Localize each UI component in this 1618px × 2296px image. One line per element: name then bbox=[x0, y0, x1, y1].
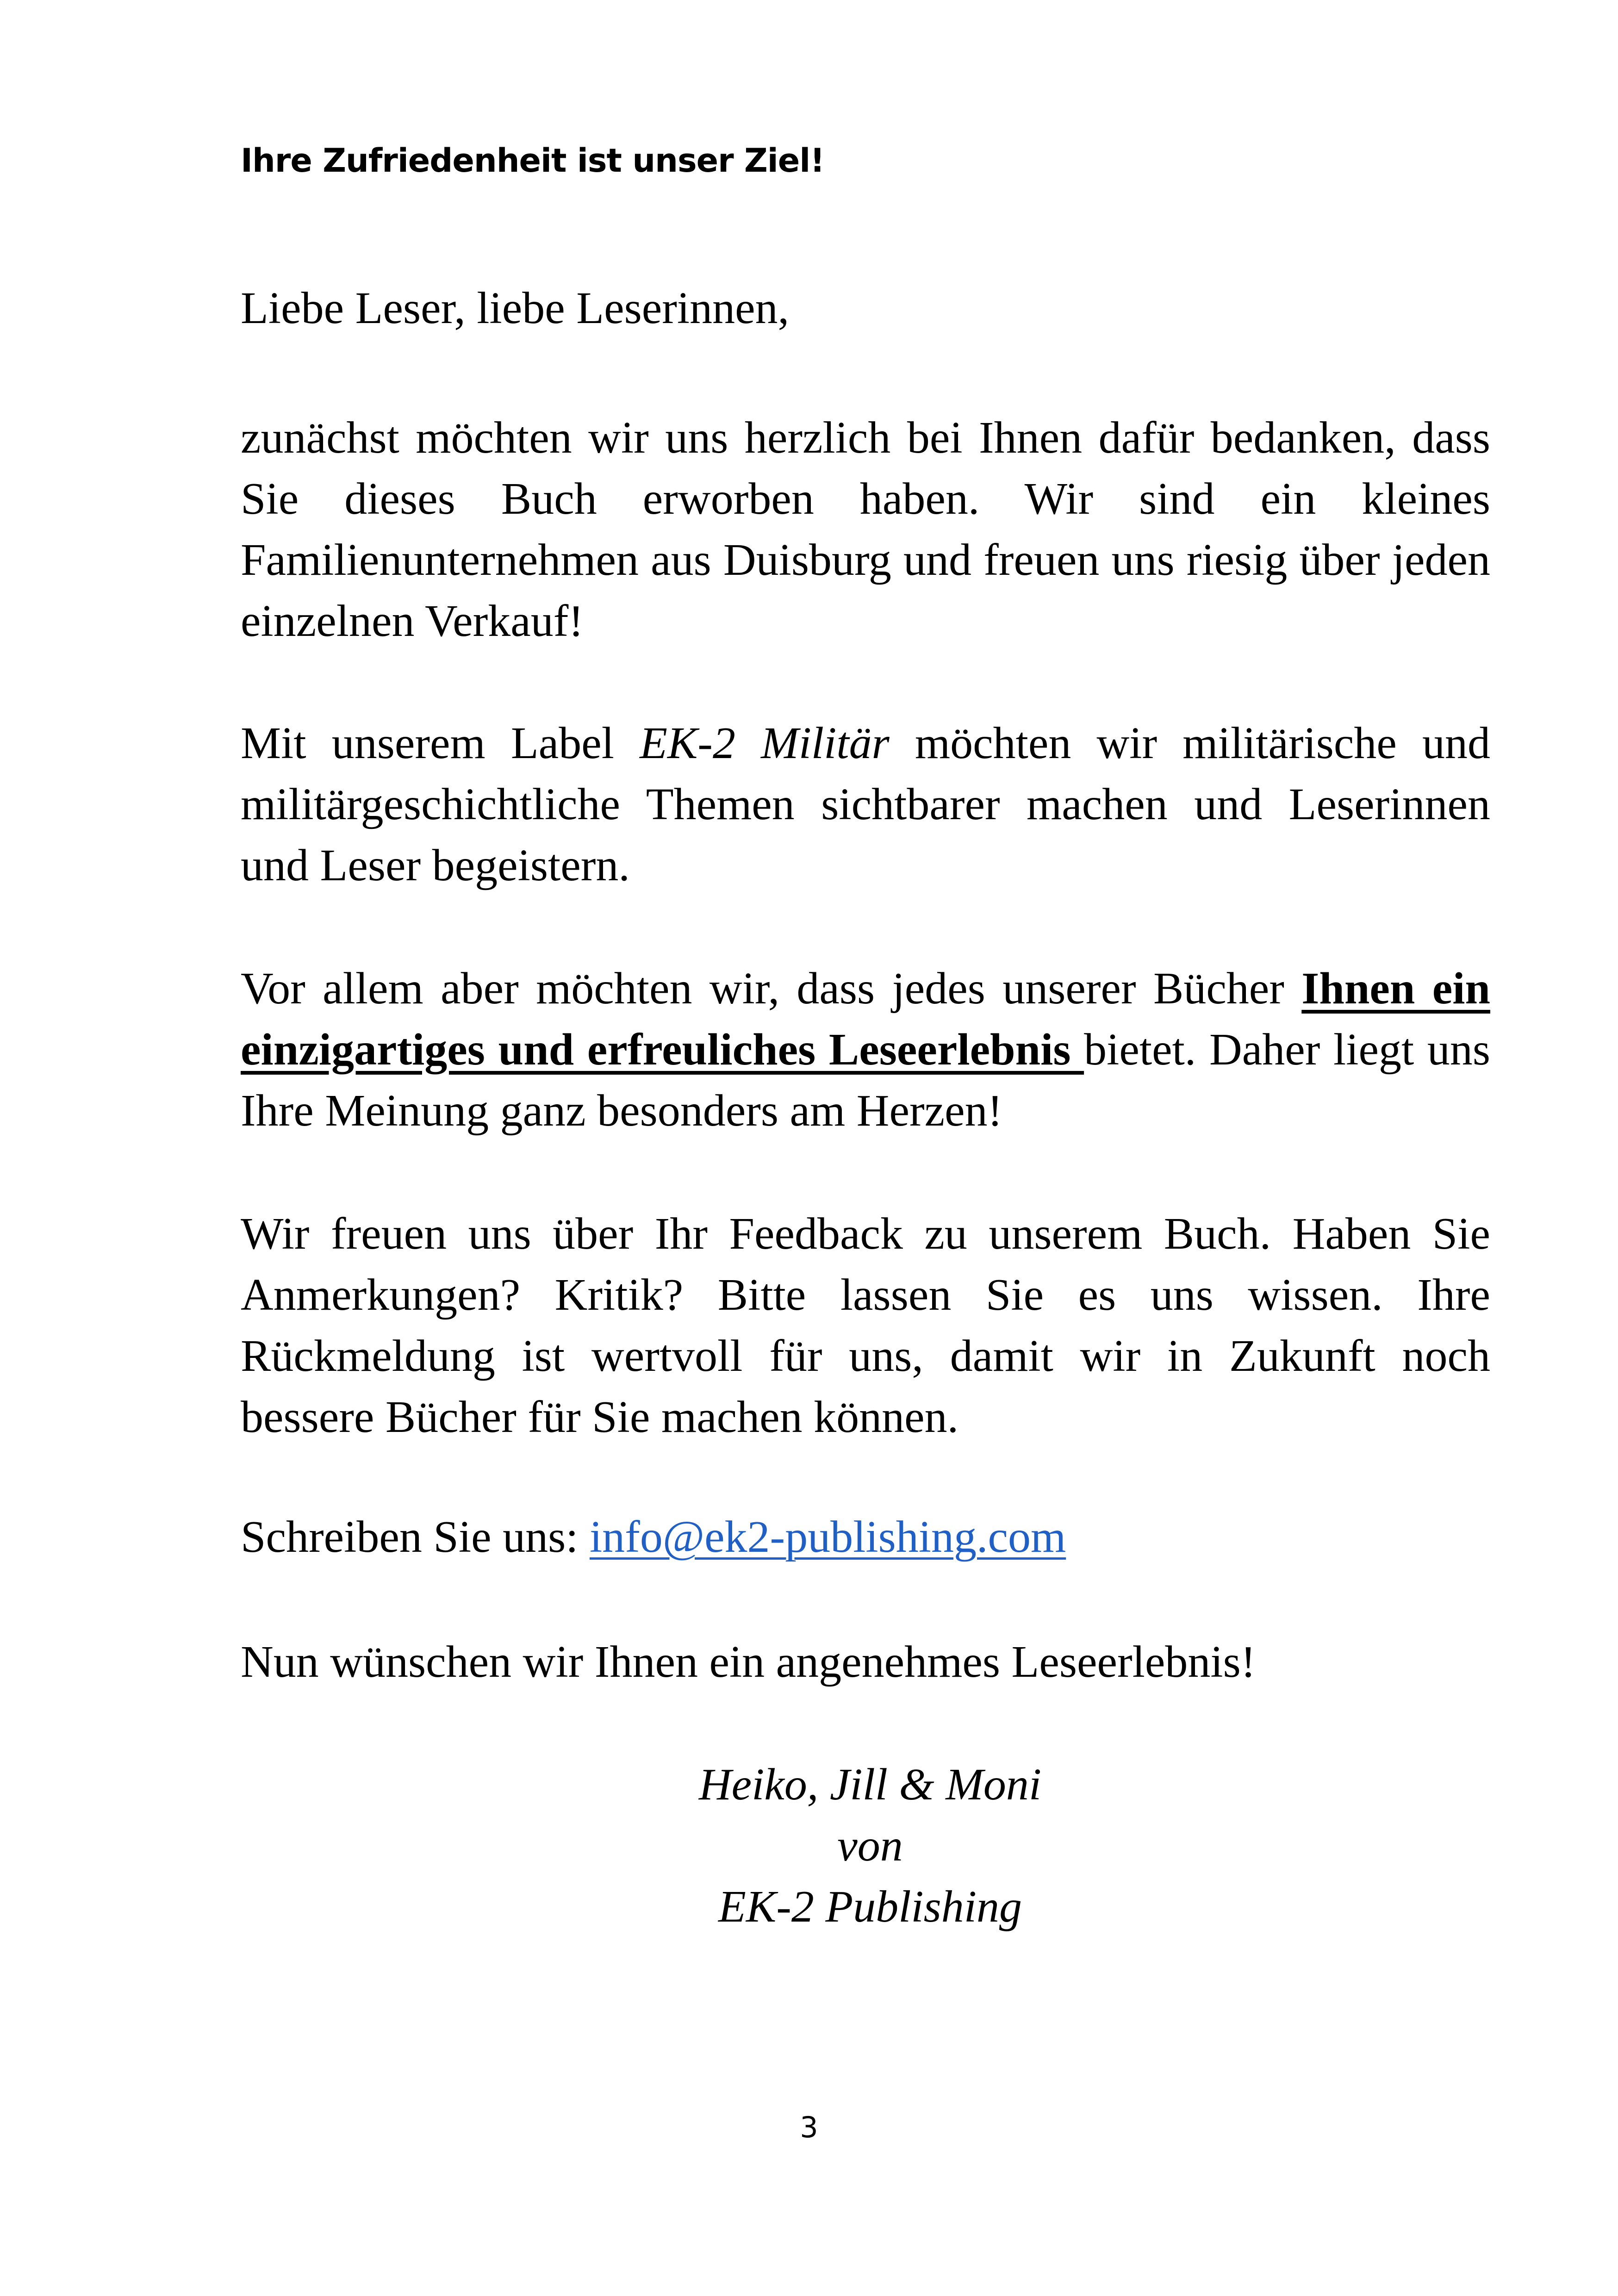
signature-company: EK-2 Publishing bbox=[718, 1882, 1022, 1932]
emphasis-text: Ihnen ein einzigartiges und erfreuliches Leseerlebnis bbox=[241, 964, 1490, 1075]
paragraph-experience-after: bietet. Daher liegt uns Ihre Meinung ganz besonders am Herzen! bbox=[241, 1025, 1490, 1136]
signature-names: Heiko, Jill & Moni bbox=[698, 1760, 1042, 1810]
contact-label: Schreiben Sie uns: bbox=[241, 1512, 590, 1562]
paragraph-label-before: Mit unserem Label bbox=[241, 718, 640, 768]
paragraph-feedback: Wir freuen uns über Ihr Feedback zu unserem Buch. Haben Sie Anmerkungen? Kritik? Bitte lassen Sie es uns wissen. Ihre Rückmeldung ist wertvoll für uns, damit wir in Zukunft noch bessere Bücher für Sie machen können. bbox=[241, 1209, 1490, 1442]
signature-von: von bbox=[837, 1821, 903, 1871]
contact-line bbox=[241, 1506, 1490, 1568]
page-heading: Ihre Zufriedenheit ist unser Ziel! bbox=[241, 142, 825, 180]
paragraph-label bbox=[241, 713, 1490, 896]
greeting: Liebe Leser, liebe Leserinnen, bbox=[241, 283, 790, 333]
signature bbox=[648, 1754, 1092, 1937]
email-link[interactable]: info@ek2-publishing.com bbox=[589, 1512, 1066, 1562]
closing-line: Nun wünschen wir Ihnen ein angenehmes Leseerlebnis! bbox=[241, 1637, 1256, 1687]
paragraph-experience bbox=[241, 958, 1490, 1141]
page-number: 3 bbox=[800, 2110, 818, 2144]
paragraph-label-after: möchten wir militärische und militärgeschichtliche Themen sichtbarer machen und Leserinnen und Leser begeistern. bbox=[241, 718, 1491, 890]
label-name: EK-2 Militär bbox=[640, 718, 890, 768]
paragraph-thanks: zunächst möchten wir uns herzlich bei Ihnen dafür bedanken, dass Sie dieses Buch erworben haben. Wir sind ein kleines Familienunternehmen aus Duisburg und freuen uns riesig über jeden einzelnen Verkauf! bbox=[241, 413, 1490, 646]
paragraph-experience-before: Vor allem aber möchten wir, dass jedes unserer Bücher bbox=[241, 964, 1302, 1014]
